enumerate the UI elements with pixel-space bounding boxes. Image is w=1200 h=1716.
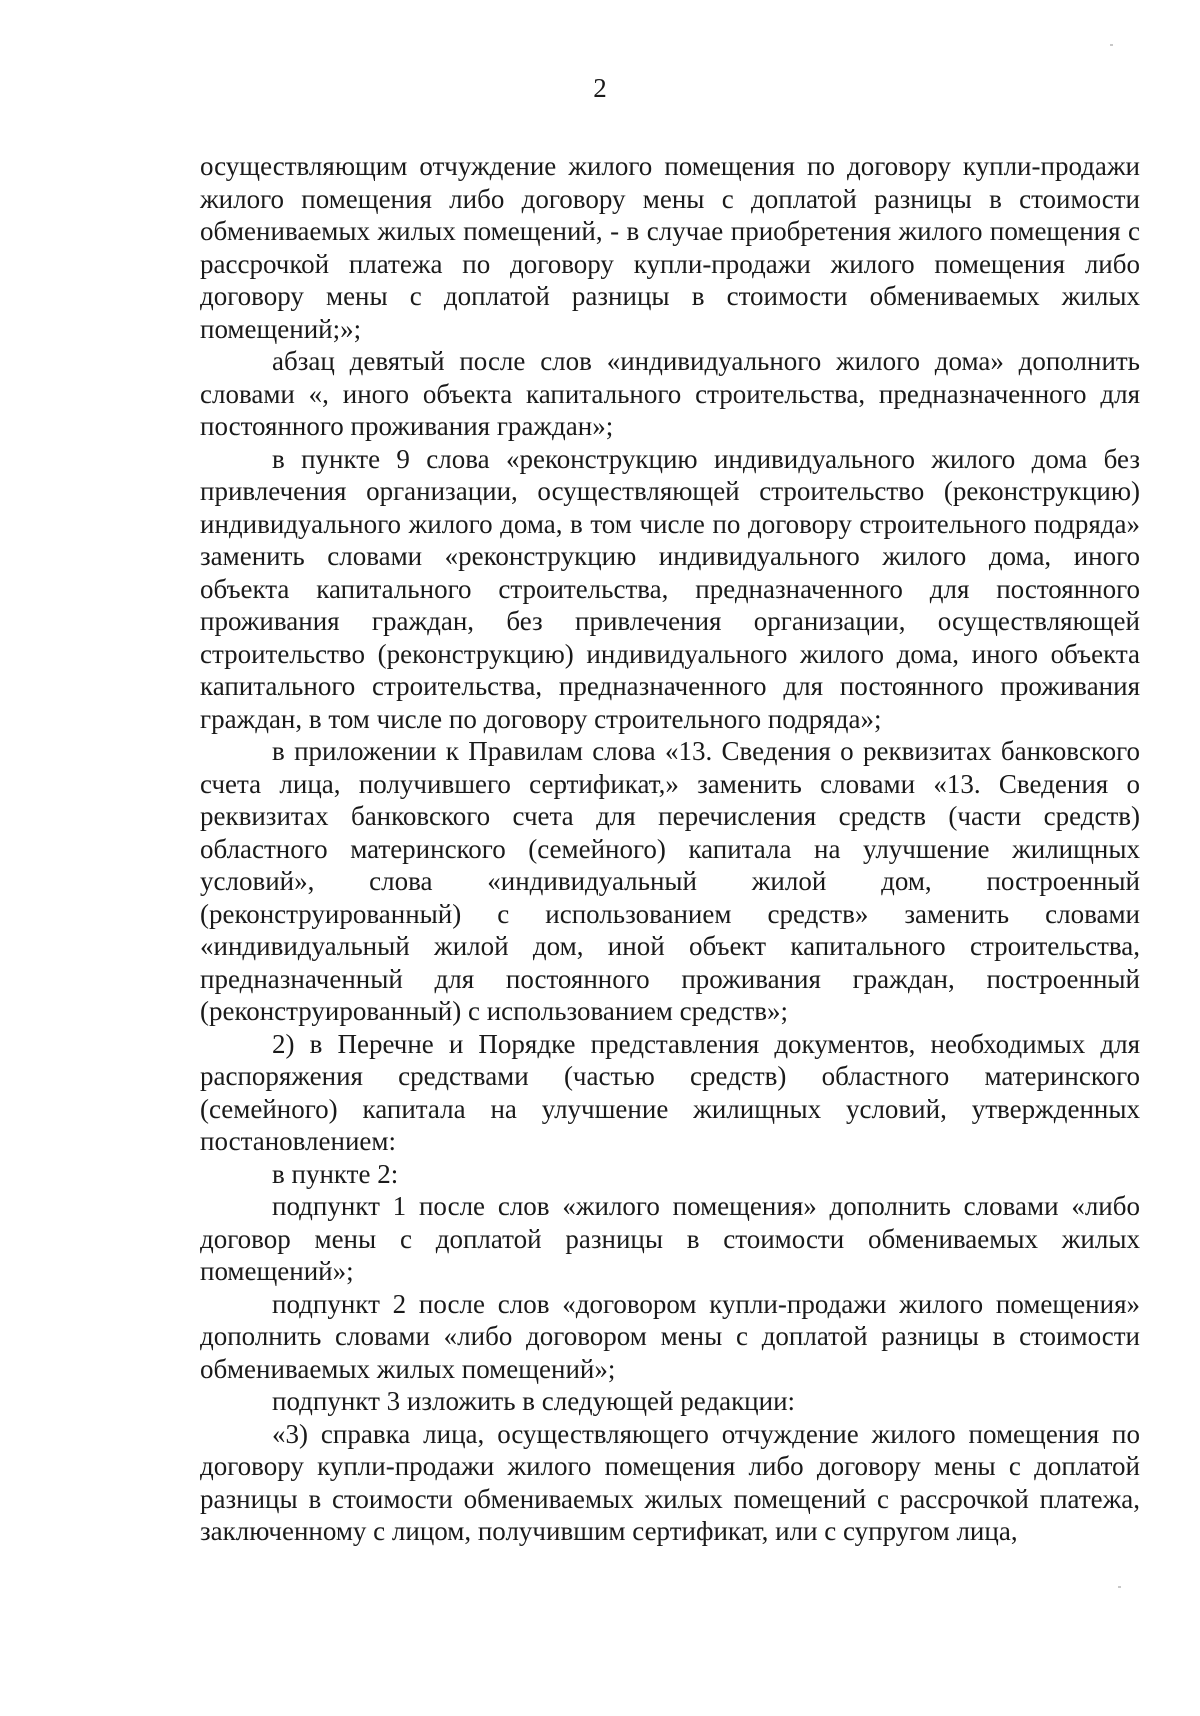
paragraph-item-2: 2) в Перечне и Порядке представления документов, необходимых для распоряжения средствами (частью средств) областного материнского (семейного) капитала на улучшение жилищных условий, утвержденных постановлением: <box>200 1028 1140 1156</box>
page-number: 2 <box>593 73 607 103</box>
paragraph-ninth-abzac: абзац девятый после слов «индивидуального жилого дома» дополнить словами «, иного объекта капитального строительства, предназначенного для постоянного проживания граждан»; <box>200 346 1140 441</box>
paragraph-appendix: в приложении к Правилам слова «13. Сведения о реквизитах банковского счета лица, получившего сертификат,» заменить словами «13. Сведения о реквизитах банковского счета для перечисления средств (части средств) областного материнского (семейного) капитала на улучшение жилищных условий», слова «индивидуальный жилой дом, построенный (реконструированный) с использованием средств» заменить словами «индивидуальный жилой дом, иной объект капитального строительства, предназначенный для постоянного проживания граждан, построенный (реконструированный) с использованием средств»; <box>200 736 1140 1026</box>
paragraph-continuation: осуществляющим отчуждение жилого помещения по договору купли-продажи жилого помещения либо договору мены с доплатой разницы в стоимости обмениваемых жилых помещений, - в случае приобретения жилого помещения с рассрочкой платежа по договору купли-продажи жилого помещения либо договору мены с доплатой разницы в стоимости обмениваемых жилых помещений;»; <box>200 151 1140 344</box>
paragraph-subpoint-1: подпункт 1 после слов «жилого помещения» дополнить словами «либо договор мены с доплатой разницы в стоимости обмениваемых жилых помещений»; <box>200 1191 1140 1286</box>
scan-speck <box>1110 44 1113 46</box>
paragraph-point-9: в пункте 9 слова «реконструкцию индивидуального жилого дома без привлечения организации, осуществляющей строительство (реконструкцию) индивидуального жилого дома, в том числе по договору строительного подряда» заменить словами «реконструкцию индивидуального жилого дома, иного объекта капитального строительства, предназначенного для постоянного проживания граждан, без привлечения организации, осуществляющей строительство (реконструкцию) индивидуального жилого дома, иного объекта капитального строительства, предназначенного для постоянного проживания граждан, в том числе по договору строительного подряда»; <box>200 443 1140 734</box>
paragraph-point-2-heading: в пункте 2: <box>272 1158 399 1189</box>
paragraph-subpoint-2: подпункт 2 после слов «договором купли-продажи жилого помещения» дополнить словами «либо договором мены с доплатой разницы в стоимости обмениваемых жилых помещений»; <box>200 1288 1140 1384</box>
document-body <box>200 150 1140 1548</box>
scan-speck <box>1118 1586 1121 1588</box>
paragraph-subpoint-3-heading: подпункт 3 изложить в следующей редакции: <box>272 1386 796 1416</box>
paragraph-subpoint-3-text: «3) справка лица, осуществляющего отчуждение жилого помещения по договору купли-продажи жилого помещения либо договору мены с доплатой разницы в стоимости обмениваемых жилых помещений с рассрочкой платежа, заключенному с лицом, получившим сертификат, или с супругом лица, <box>200 1418 1140 1546</box>
